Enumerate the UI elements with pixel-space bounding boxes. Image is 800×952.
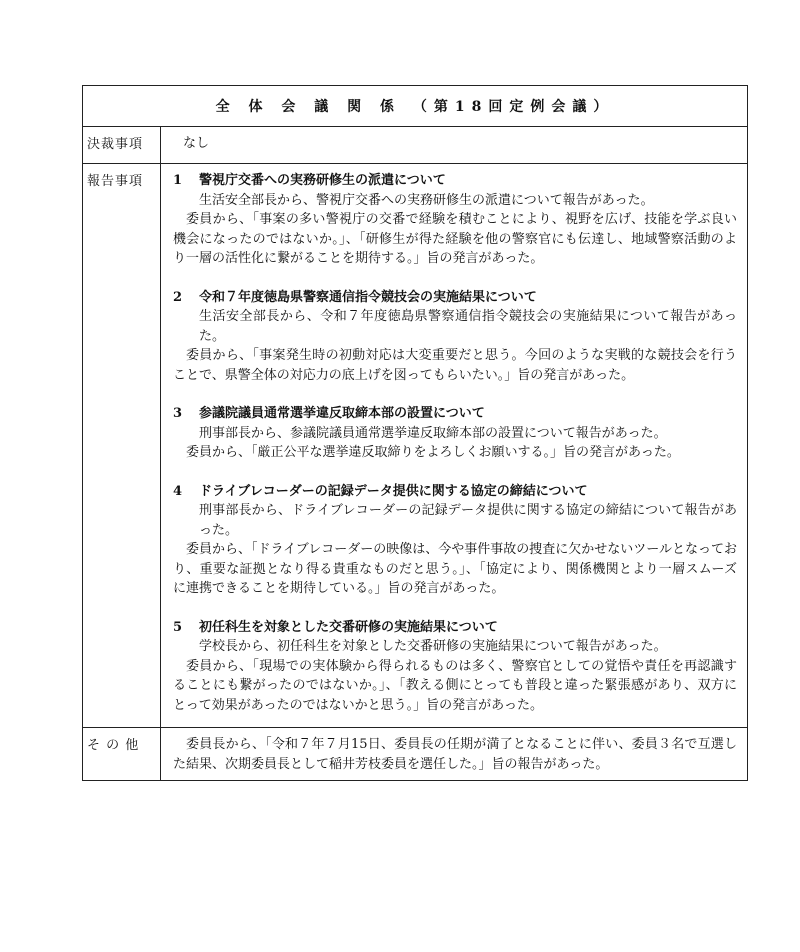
other-content [161, 728, 747, 780]
report-item-paragraph: 生活安全部長から、令和７年度徳島県警察通信指令競技会の実施結果について報告があった。 [199, 309, 737, 344]
other-row [83, 728, 747, 780]
report-item [173, 618, 737, 716]
report-item-paragraph: 学校長から、初任科生を対象とした交番研修の実施結果について報告があった。 [199, 639, 667, 654]
report-item-paragraph: 委員から、「事案発生時の初動対応は大変重要だと思う。今回のような実戦的な競技会を行うことで、県警全体の対応力の底上げを図ってもらいたい。」旨の発言があった。 [173, 348, 737, 383]
other-paragraph: 委員長から、「令和７年７月15日、委員長の任期が満了となることに伴い、委員３名で互選した結果、次期委員長として稲井芳枝委員を選任した。」旨の報告があった。 [173, 737, 737, 772]
decision-content: なし [183, 136, 210, 151]
decision-row [83, 127, 747, 164]
report-item [173, 404, 737, 463]
report-item [173, 482, 737, 599]
report-label: 報告事項 [83, 164, 161, 727]
minutes-table [82, 85, 748, 781]
table-title: 全 体 会 議 関 係 （第18回定例会議） [83, 86, 747, 127]
report-item-paragraph: 委員から、「現場での実体験から得られるものは多く、警察官としての覚悟や責任を再認識することにも繋がったのではないか。」、「教える側にとっても普段と違った緊張感があり、双方にとって効果があったのではないかと思う。」旨の発言があった。 [173, 658, 737, 713]
report-item-paragraph: 委員から、「事案の多い警視庁の交番で経験を積むことにより、視野を広げ、技能を学ぶ良い機会になったのではないか。」、「研修生が得た経験を他の警察官にも伝達し、地域警察活動のより一層の活性化に繋がることを期待する。」旨の発言があった。 [173, 212, 737, 266]
report-content [161, 164, 747, 727]
report-item [173, 171, 737, 269]
report-item-title: 3 参議院議員通常選挙違反取締本部の設置について [173, 406, 485, 421]
other-label: そ の 他 [83, 728, 161, 780]
report-item-paragraph: 生活安全部長から、警視庁交番への実務研修生の派遣について報告があった。 [199, 192, 654, 208]
report-item-paragraph: 刑事部長から、参議院議員通常選挙違反取締本部の設置について報告があった。 [199, 425, 667, 441]
report-item-paragraph: 委員から、「ドライブレコーダーの映像は、今や事件事故の捜査に欠かせないツールとなっており、重要な証拠となり得る貴重なものだと思う。」、「協定により、関係機関とより一層スムーズに連携できることを期待している。」旨の発言があった。 [173, 542, 737, 596]
report-row [83, 164, 747, 728]
decision-label: 決裁事項 [83, 127, 161, 163]
report-item-paragraph: 委員から、「厳正公平な選挙違反取締りをよろしくお願いする。」旨の発言があった。 [186, 445, 680, 460]
report-item-title: 5 初任科生を対象とした交番研修の実施結果について [173, 619, 498, 635]
report-item-title: 1 警視庁交番への実務研修生の派遣について [173, 173, 446, 188]
report-item-paragraph: 刑事部長から、ドライブレコーダーの記録データ提供に関する協定の締結について報告があった。 [199, 503, 737, 538]
report-item [173, 288, 737, 386]
report-item-title: 4 ドライブレコーダーの記録データ提供に関する協定の締結について [173, 483, 588, 499]
report-item-title: 2 令和７年度徳島県警察通信指令競技会の実施結果について [173, 289, 537, 305]
